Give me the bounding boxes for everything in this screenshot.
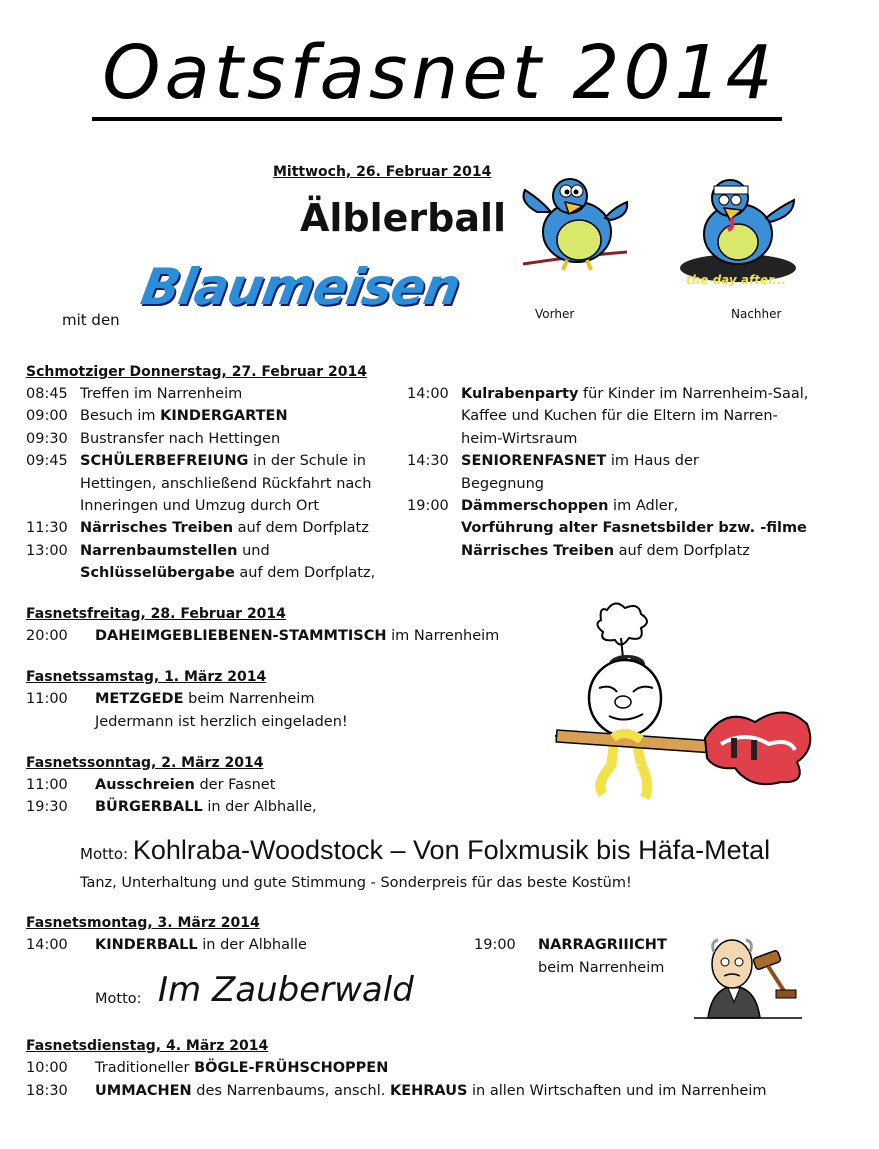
- judge-icon: [694, 932, 802, 1022]
- friday-time: 20:00: [26, 628, 68, 644]
- bold-text: KINDERBALL: [95, 937, 198, 953]
- saturday-note: Jedermann ist herzlich eingeladen!: [95, 714, 348, 730]
- bold-text: METZGEDE: [95, 691, 184, 707]
- monday-time-2: 19:00: [474, 937, 516, 953]
- intro-date: Mittwoch, 26. Februar 2014: [273, 164, 492, 180]
- schedule-row: [26, 450, 68, 472]
- monday-event-2-sub: beim Narrenheim: [538, 960, 665, 976]
- tuesday-heading: Fasnetsdienstag, 4. März 2014: [26, 1038, 269, 1054]
- text: Hettingen, anschließend Rückfahrt nach: [80, 476, 372, 492]
- schedule-text: [80, 383, 242, 405]
- bold-text: BÜRGERBALL: [95, 799, 203, 815]
- text: in der Albhalle: [197, 937, 307, 953]
- schedule-text: [80, 405, 288, 427]
- schedule-row: [407, 383, 449, 405]
- sunday-motto-sub: Tanz, Unterhaltung und gute Stimmung - Sonderpreis für das beste Kostüm!: [80, 875, 632, 891]
- time: 11:30: [26, 520, 68, 536]
- motto-text: Kohlraba-Woodstock – Von Folxmusik bis Häfa-Metal: [132, 835, 771, 865]
- bold-text: DAHEIMGEBLIEBENEN-STAMMTISCH: [95, 628, 387, 644]
- text: im Haus der: [606, 453, 699, 469]
- bold-text: KEHRAUS: [389, 1083, 468, 1099]
- bold-text: Schlüsselübergabe: [80, 565, 235, 581]
- time: 09:00: [26, 408, 68, 424]
- schedule-row: [26, 383, 68, 405]
- schedule-text: [461, 405, 778, 427]
- text: Begegnung: [461, 476, 544, 492]
- text: in der Albhalle,: [202, 799, 317, 815]
- band-logo: Blaumeisen: [136, 258, 465, 316]
- page-title: Oatsfasnet 2014: [102, 30, 777, 116]
- bird-after-icon: [676, 170, 802, 290]
- schedule-row: [26, 517, 68, 539]
- time: 09:30: [26, 431, 68, 447]
- before-caption: Vorher: [535, 307, 575, 321]
- schedule-text: [80, 450, 366, 472]
- time: 14:30: [407, 453, 449, 469]
- monday-motto: Im Zauberwald: [158, 970, 414, 1010]
- bold-text: NARRAGRIIICHT: [538, 937, 667, 953]
- sunday-event: [95, 796, 317, 818]
- text: Kaffee und Kuchen für die Eltern im Narren-: [461, 408, 778, 424]
- bold-text: Närrisches Treiben: [461, 543, 615, 559]
- saturday-time: 11:00: [26, 691, 68, 707]
- text: des Narrenbaums, anschl.: [191, 1083, 390, 1099]
- schedule-text: [80, 562, 375, 584]
- after-caption: Nachher: [731, 307, 782, 321]
- bold-text: Kulrabenparty: [461, 386, 579, 402]
- bold-text: Ausschreien: [95, 777, 195, 793]
- text: auf dem Dorfplatz: [233, 520, 369, 536]
- monday-motto-label: Motto:: [95, 991, 142, 1007]
- event-title: Älblerball: [300, 196, 507, 240]
- text: beim Narrenheim: [183, 691, 315, 707]
- time: 19:00: [407, 498, 449, 514]
- schedule-text: [461, 540, 750, 562]
- schedule-text: [461, 495, 678, 517]
- schedule-row: [407, 495, 449, 517]
- bold-text: Dämmerschoppen: [461, 498, 609, 514]
- schedule-text: [461, 517, 807, 539]
- friday-heading: Fasnetsfreitag, 28. Februar 2014: [26, 606, 286, 622]
- text: in allen Wirtschaften und im Narrenheim: [467, 1083, 767, 1099]
- bold-text: SENIORENFASNET: [461, 453, 607, 469]
- text: im Narrenheim: [386, 628, 500, 644]
- tuesday-event: [95, 1080, 766, 1102]
- kohlrabi-guitarist-icon: [555, 598, 817, 813]
- time: 13:00: [26, 543, 68, 559]
- monday-event: [95, 934, 307, 956]
- bird-before-icon: [515, 172, 633, 282]
- monday-time: 14:00: [26, 937, 68, 953]
- schedule-text: [461, 450, 699, 472]
- text: und: [237, 543, 270, 559]
- after-bird-text: the day after...: [686, 273, 786, 287]
- bold-text: Närrisches Treiben: [80, 520, 234, 536]
- title-underline: [92, 117, 782, 121]
- bold-text: BÖGLE-FRÜHSCHOPPEN: [194, 1060, 389, 1076]
- text: Besuch im: [80, 408, 161, 424]
- schedule-text: [461, 473, 544, 495]
- schedule-row: [26, 405, 68, 427]
- tuesday-time: 18:30: [26, 1083, 68, 1099]
- text: der Fasnet: [194, 777, 276, 793]
- text: Treffen im Narrenheim: [80, 386, 243, 402]
- sunday-event: [95, 774, 275, 796]
- bold-text: SCHÜLERBEFREIUNG: [80, 453, 249, 469]
- schedule-text: [80, 517, 369, 539]
- time: 14:00: [407, 386, 449, 402]
- bold-text: UMMACHEN: [95, 1083, 192, 1099]
- time: 08:45: [26, 386, 68, 402]
- text: Inneringen und Umzug durch Ort: [80, 498, 320, 514]
- text: im Adler,: [608, 498, 679, 514]
- saturday-event: [95, 688, 314, 710]
- schedule-text: [80, 540, 270, 562]
- schedule-text: [80, 473, 371, 495]
- sunday-motto: [80, 835, 770, 866]
- bold-text: Narrenbaumstellen: [80, 543, 238, 559]
- text: für Kinder im Narrenheim-Saal,: [578, 386, 809, 402]
- text: heim-Wirtsraum: [461, 431, 578, 447]
- text: auf dem Dorfplatz: [614, 543, 750, 559]
- schedule-text: [80, 428, 280, 450]
- schedule-row: [26, 428, 68, 450]
- schedule-row: [26, 540, 68, 562]
- text: Traditioneller: [95, 1060, 195, 1076]
- schedule-row: [407, 450, 449, 472]
- sunday-time: 19:30: [26, 799, 68, 815]
- motto-label: Motto:: [80, 845, 133, 863]
- text: auf dem Dorfplatz,: [234, 565, 376, 581]
- schedule-text: [80, 495, 319, 517]
- time: 09:45: [26, 453, 68, 469]
- tuesday-event: [95, 1057, 388, 1079]
- monday-event-2: [538, 934, 667, 956]
- tuesday-time: 10:00: [26, 1060, 68, 1076]
- saturday-heading: Fasnetssamstag, 1. März 2014: [26, 669, 267, 685]
- schedule-text: [461, 428, 577, 450]
- sunday-heading: Fasnetssonntag, 2. März 2014: [26, 755, 264, 771]
- sunday-time: 11:00: [26, 777, 68, 793]
- schedule-text: [461, 383, 808, 405]
- text: Bustransfer nach Hettingen: [80, 431, 281, 447]
- bold-text: Vorführung alter Fasnetsbilder bzw. -filme: [461, 520, 807, 536]
- friday-event: [95, 625, 499, 647]
- text: in der Schule in: [248, 453, 366, 469]
- thursday-heading: Schmotziger Donnerstag, 27. Februar 2014: [26, 364, 367, 380]
- monday-heading: Fasnetsmontag, 3. März 2014: [26, 915, 260, 931]
- bold-text: KINDERGARTEN: [160, 408, 288, 424]
- band-prefix: mit den: [62, 311, 120, 329]
